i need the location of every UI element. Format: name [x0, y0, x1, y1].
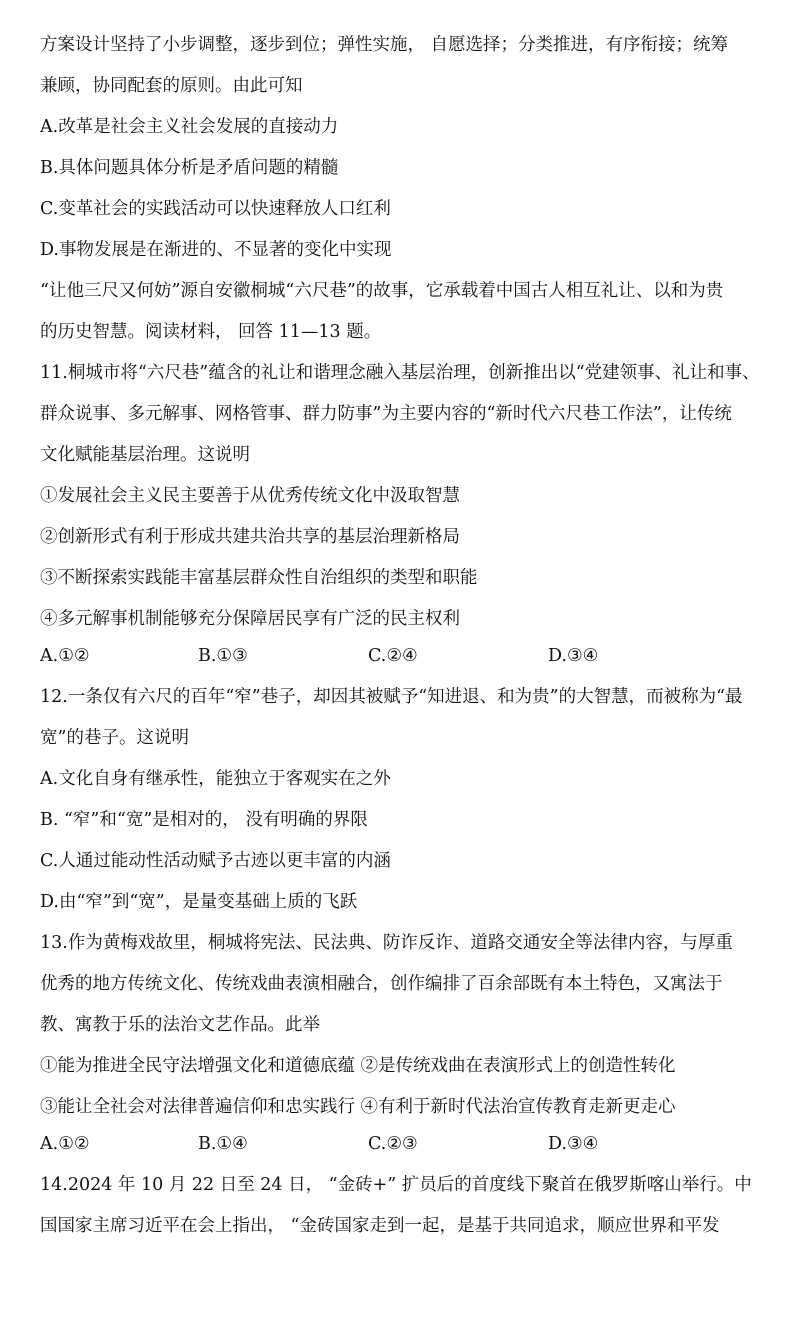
option-c: C.人通过能动性活动赋予古迹以更丰富的内涵 — [40, 851, 391, 871]
statements-1-2: ①能为推进全民守法增强文化和道德底蕴 ②是传统戏曲在表演形式上的创造性转化 — [40, 1056, 676, 1076]
statement-3: ③不断探索实践能丰富基层群众性自治组织的类型和职能 — [40, 568, 478, 588]
q13-option-a: A.①② — [40, 1134, 90, 1154]
material-intro: “让他三尺又何妨”源自安徽桐城“六尺巷”的故事，它承载着中国古人相互礼让、以和为贵 — [40, 281, 724, 301]
question-14: 国国家主席习近平在会上指出， “金砖国家走到一起，是基于共同追求，顺应世界和平发 — [40, 1216, 720, 1236]
statements-3-4: ③能让全社会对法律普遍信仰和忠实践行 ④有利于新时代法治宣传教育走新更走心 — [40, 1097, 676, 1117]
option-c: C.变革社会的实践活动可以快速释放人口红利 — [40, 199, 391, 219]
statement-4: ④多元解事机制能够充分保障居民享有广泛的民主权利 — [40, 609, 460, 629]
option-b: B. “窄”和“宽”是相对的， 没有明确的界限 — [40, 810, 368, 830]
question-11: 文化赋能基层治理。这说明 — [40, 445, 250, 465]
question-12: 宽”的巷子。这说明 — [40, 728, 189, 748]
option-a: A.文化自身有继承性，能独立于客观实在之外 — [40, 769, 391, 789]
statement-1: ①发展社会主义民主要善于从优秀传统文化中汲取智慧 — [40, 486, 460, 506]
q13-option-c: C.②③ — [368, 1134, 418, 1154]
q13-option-b: B.①④ — [198, 1134, 248, 1154]
option-d: D.事物发展是在渐进的、不显著的变化中实现 — [40, 240, 392, 260]
question-13: 优秀的地方传统文化、传统戏曲表演相融合，创作编排了百余部既有本土特色，又寓法于 — [40, 974, 723, 994]
text-line: 兼顾，协同配套的原则。由此可知 — [40, 76, 303, 96]
option-a: A.改革是社会主义社会发展的直接动力 — [40, 117, 339, 137]
question-13: 教、寓教于乐的法治文艺作品。此举 — [40, 1015, 320, 1035]
question-14: 14.2024 年 10 月 22 日至 24 日， “金砖+” 扩员后的首度线下聚首在俄罗斯喀山举行。中 — [40, 1175, 752, 1195]
q11-option-b: B.①③ — [198, 646, 248, 666]
q13-options — [40, 1129, 782, 1159]
question-11: 群众说事、多元解事、网格管事、群力防事”为主要内容的“新时代六尺巷工作法”，让传统 — [40, 404, 732, 424]
text-line: 方案设计坚持了小步调整，逐步到位；弹性实施， 自愿选择；分类推进，有序衔接；统筹 — [40, 35, 729, 55]
statement-2: ②创新形式有利于形成共建共治共享的基层治理新格局 — [40, 527, 460, 547]
q11-option-c: C.②④ — [368, 646, 418, 666]
question-13: 13.作为黄梅戏故里，桐城将宪法、民法典、防诈反诈、道路交通安全等法律内容，与厚重 — [40, 933, 733, 953]
question-12: 12.一条仅有六尺的百年“窄”巷子，却因其被赋予“知进退、和为贵”的大智慧，而被称为“最 — [40, 687, 743, 707]
q11-option-d: D.③④ — [548, 646, 599, 666]
q13-option-d: D.③④ — [548, 1134, 599, 1154]
option-b: B.具体问题具体分析是矛盾问题的精髓 — [40, 158, 339, 178]
material-intro: 的历史智慧。阅读材料， 回答 11—13 题。 — [40, 322, 382, 342]
option-d: D.由“窄”到“宽”，是量变基础上质的飞跃 — [40, 892, 358, 912]
q11-options — [40, 641, 782, 671]
question-11: 11.桐城市将“六尺巷”蕴含的礼让和谐理念融入基层治理，创新推出以“党建领事、礼让和事、 — [40, 363, 760, 383]
q11-option-a: A.①② — [40, 646, 90, 666]
